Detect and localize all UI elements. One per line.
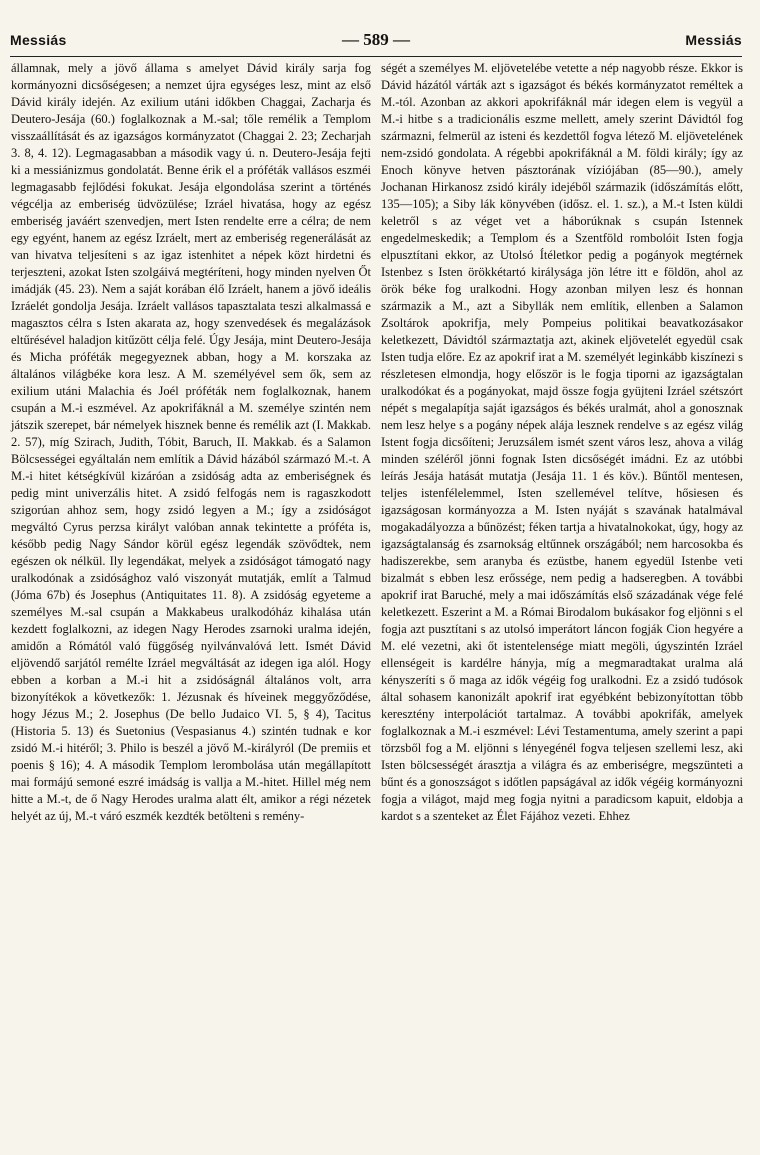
right-column bbox=[381, 60, 743, 825]
page-number: — 589 — bbox=[342, 30, 410, 49]
right-column-text: ségét a személyes M. eljövetelébe vetette a nép nagyobb része. Ekkor is Dávid házától várták azt s igazságot és békés kormányzatot reméltek a M.-tól. Azonban az akkori apokrifáknál már idegen elem is vegyül a M.-i hitbe s a tradicionális eszme mellett, amely szerint Dávidtól fog származni, felmerül az isteni és kezdettől fogva létező M. eljövetelének nem-zsidó gondolata. A régebbi apokrifáknál a M. földi király; így az Enoch könyve hetven pásztorának víziójában (85—90.), amely Jochanan Hirkanosz zsidó király idejéből származik (időszámítás előtt, 135—105); a Siby lák könyvében (idősz. el. 1. sz.), a M.-t Isten küldi keletről s az véget vet a háborúknak s csupán Istennek engedelmeskedik; a Templom és a Szentföld rombolóit Isten fogja elpusztítani ekkor, az Utolsó Ítéletkor pedig a pogányok megtérnek Istenbez s Isten örökkétartó királysága jön létre itt e földön, ahol az örök béke fog uralkodni. Hogy azonban milyen lesz és honnan származik a M., azt a Sibyllák nem említik, ellenben a Salamon Zsoltárok apokrifja, mely Pompeius politikai beavatkozásakor keletkezett, Dávidtól származtatja azt, akinek eljövetelét egyedül csak Isten tudja előre. Ez az apokrif irat a M. személyét leginkább kiszínezi s részletesen elmondja, hogy először is le fogja tiporni az igazságtalan uralkodókat és a pogányokat, majd össze fogja gyüjteni Izráel szétszórt népét s megalapítja saját igazságos és békés uralmát, ahol a gonosznak nem lesz helye s a pogány népek alája lesznek rendelve s az egész világ Istent fogja dicsőíteni; Jeruzsálem ismét szent város lesz, ahova a világ minden széléről jönni fognak Isten dicsőségét imádni. Ez az utóbbi leírás Jesája hatását mutatja (Jesája 11. 1 és köv.). Bűntől mentesen, teljes istenfélelemmel, Isten szellemével telítve, hősiesen és igazságosan kormányozza a M. Isten nyáját s szavának hatalmával mogakadályozza a bűnözést; féken tartja a hivatalnokokat, úgy, hogy az igazságtalanság és zsarnokság eltűnnek országából; nem harcosokba és hadiszerekbe, sem aranyba és ezüstbe, hanem egyedül Istenbe veti bizalmát s ebben lesz erőssége, nem pedig a hadseregben. A további apokrif irat Baruché, mely a mai időszámítás első századának vége felé keletkezett. Eszerint a M. a Római Birodalom bukásakor fog eljönni s el fogja azt pusztítani s az utolsó imperátort láncon fogják Cion hegyére a M. elé vezetni, aki őt istentelensége miatt megöli, úgyszintén Izráel ellenségeit is kardélre hányja, míg a megmaradtakat uralma alá kényszeríti s ő maga az idők végéig fog uralkodni. Ez a zsidó tudósok által sohasem kanonizált apokrif irat egyébként bebizonyítottan több keresztény interpolációt tartalmaz. A további apokrifák, amelyek foglalkoznak a M.-i eszmével: Lévi Testamentuma, amely szerint a papi törzsből fog a M. eljönni s lényegénél fogva teljesen szellemi lesz, aki Isten bölcsességét árasztja a világra és az emberiségre, megszünteti a bűnt és a gonoszságot s időtlen papságával az idők végéig kormányozni fogja a világot, majd meg fogja nyitni a paradicsom kapuit, eldobja a kardot s a szenteket az Élet Fájához vezeti. Ehhez bbox=[381, 61, 743, 823]
header-rule bbox=[10, 56, 742, 57]
left-column-text: államnak, mely a jövő állama s amelyet Dávid király sarja fog kormányozni dicsőségesen; a nemzet újra egységes lesz, mint az első Dávid király idején. Az exilium utáni időkben Chaggai, Zacharja és Deutero-Jesája (60.) foglalkoznak a M.-sal; tőle remélik a Templom visszaállítását és az igazságos kormányzatot (Chaggai 2. 23; Zecharjah 3. 8, 4. 12). Legmagasabban a második vagy ú. n. Deutero-Jesája fejti ki a messiánizmus gondolatát. Benne érik el a próféták vallásos eszméi legmagasabb fejlődési fokukat. Jesája elgondolása szerint a történés végcélja az emberiség üdvözülése; Izráel hivatása, hogy az egész emberiség javáért szenvedjen, mert Isten rendelte erre a célra; de nem egy egyént, hanem az egész Izráelt, mert az emberiség regenerálását az van hivatva teljesíteni s az igaz istenhitet a népek közt hirdetni és terjeszteni, azokat Isten szolgáivá megtéríteni, hogy minden nyelven Őt imádják (45. 23). Nem a saját korában élő Izráelt, hanem a jövő ideális Izráelét gondolja Jesája. Izráelt vallásos tapasztalata teszi alkalmassá e magasztos célra s Isten akarata az, hogy szenvedések és megalázások eltűrésével haladjon kitűzött célja felé. Úgy Jesája, mint Deutero-Jesája és Micha próféták megegyeznek abban, hogy a M. korszaka az általános világbéke kora lesz. A M. személyével sem ők, sem az exilium utáni Malachia és Joél próféták nem foglalkoznak, hanem csupán a M.-i eszmével. Az apokrifáknál a M. személye szintén nem játszik szerepet, bár némelyek hisznek benne és remélik azt (I. Makkab. 2. 57), míg Szirach, Judith, Tóbit, Baruch, II. Makkab. és a Salamon Bölcsességei egyáltalán nem említik a Dávid házából származó M.-t. A M.-i hitet kétségkívül kizáróan a zsidóság adta az emberiségnek és pedig mint univerzális hitet. A zsidó felfogás nem is ragaszkodott szigorúan ahhoz sem, hogy zsidó legyen a M.; így a zsidóságot megváltó Cyrus perzsa királyt valóban annak tekintette a próféta is, később pedig Nagy Sándor körül egész legendák szövődtek, nem egészen ok nélkül. Ily legendákat, melyek a zsidóságot támogató nagy uralkodónak a zsidósághoz való viszonyát mutatják, említ a Talmud (Jóma 67b) és Josephus (Antiquitates 11. 8). A zsidóság egyeteme a személyes M.-sal csupán a Makkabeus uralkodóház kihalása után kezdett foglalkozni, az idegen Nagy Herodes zsarnoki uralma idején, amidőn a Rómától való függőség nyilvánvalóvá lett. Ismét Dávid eljövendő sarjától remélte Izráel megváltását az idegen iga alól. Hogy ebben a korban a M.-i hit a zsidóságnál általános volt, arra bizonyítékok a következők: 1. Jézusnak és híveinek meggyőződése, hogy Jézus M.; 2. Josephus (De bello Judaico VI. 5, § 4), Tacitus (Historia 5. 13) és Suetonius (Vespasianus 4.) szintén tudnak e kor zsidó M.-i hitéről; 3. Philo is beszél a jövő M.-királyról (De premiis et poenis § 16); 4. A második Templom lerombolása után megállapított mai formájú semoné eszré imádság is vallja a M.-hitet. Hillel még nem hitte a M.-t, de ő Nagy Herodes uralma alatt élt, amikor a régi nézetek helyét az új, M.-t váró eszmék kezdték betölteni s remény- bbox=[11, 61, 371, 823]
header-right-keyword: Messiás bbox=[685, 32, 742, 48]
header-left-keyword: Messiás bbox=[10, 32, 67, 48]
left-column bbox=[11, 60, 371, 825]
page-header bbox=[10, 30, 742, 52]
